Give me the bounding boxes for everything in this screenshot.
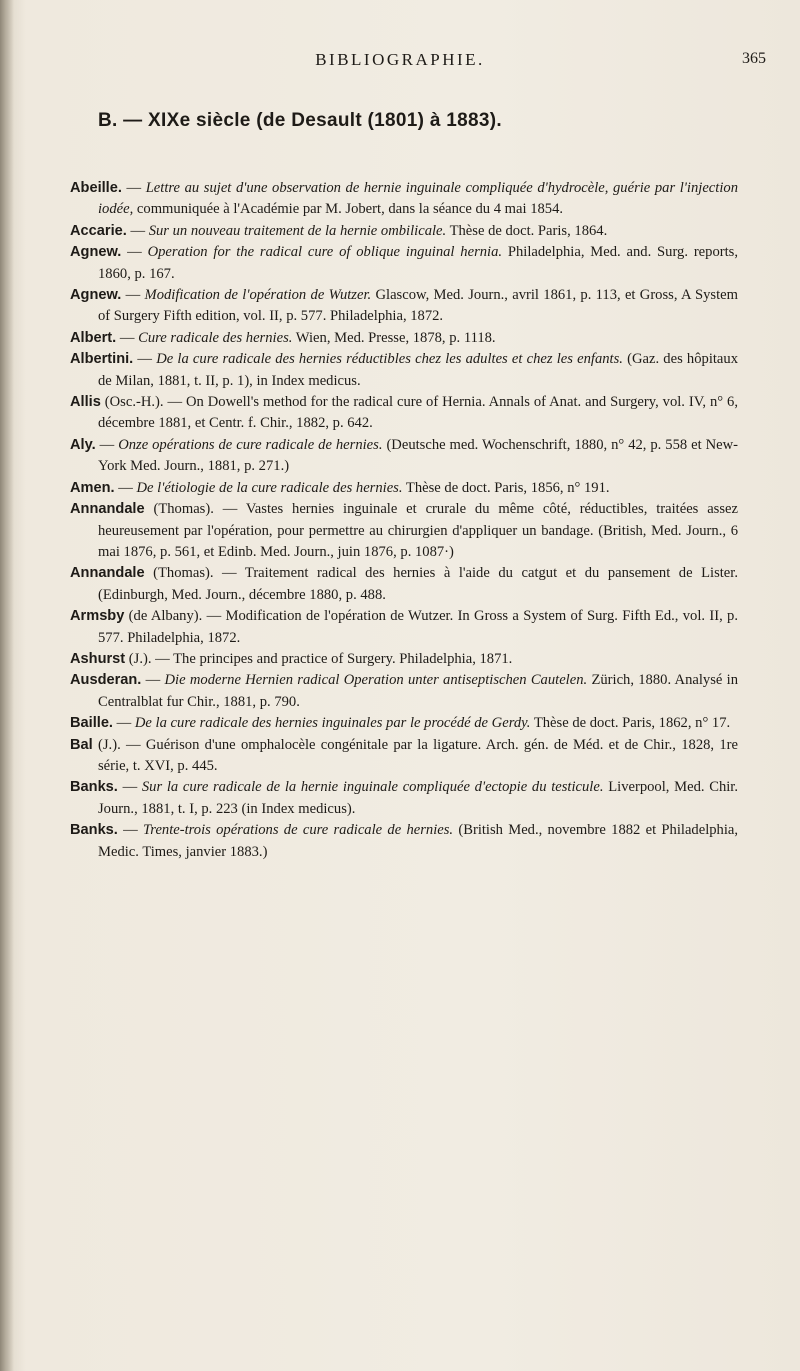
entry-title: Modification de l'opération de Wutzer. <box>144 287 372 304</box>
bibliography-entry: Albert. — Cure radicale des hernies. Wien, Med. Presse, 1878, p. 1118. <box>70 329 496 346</box>
entry-details: Thèse de doct. Paris, 1864. <box>449 222 608 239</box>
entry-author: Allis <box>70 394 101 411</box>
entry-details: (Thomas). — Vastes hernies inguinale et crurale du même côté, réductibles, traitées assez heureusement par l'opération, pour permettre au chirurgien d'appliquer un bandage. (British, Med. Journ., 6 mai 1876, p. 561, et Edinb. Med. Journ., juin 1876, p. 1087·) <box>98 501 738 560</box>
entry-author: Albert. <box>70 329 117 346</box>
bibliography-entry: Amen. — De l'étiologie de la cure radicale des hernies. Thèse de doct. Paris, 1856, n° 191. <box>70 479 610 496</box>
entry-details: (J.). — The principes and practice of Surgery. Philadelphia, 1871. <box>128 650 513 667</box>
bibliography-entry: Baille. — De la cure radicale des hernies inguinales par le procédé de Gerdy. Thèse de doct. Paris, 1862, n° 17. <box>70 715 731 732</box>
binding-gutter <box>0 0 14 1371</box>
entry-details: Glascow, Med. Journ., avril 1861, p. 113, et Gross, A System of Surgery Fifth edition, vol. II, p. 577. Philadelphia, 1872. <box>98 287 738 325</box>
entry-title: De la cure radicale des hernies réductibles chez les adultes et chez les enfants. <box>156 351 623 368</box>
entry-author: Bal <box>70 736 93 753</box>
entry-title: De la cure radicale des hernies inguinales par le procédé de Gerdy. <box>134 715 531 732</box>
entry-details: communiquée à l'Académie par M. Jobert, dans la séance du 4 mai 1854. <box>136 201 564 218</box>
entry-title: Die moderne Hernien radical Operation unter antiseptischen Cautelen. <box>164 672 588 689</box>
entry-details: (Osc.-H.). — On Dowell's method for the radical cure of Hernia. Annals of Anat. and Surgery, vol. IV, n° 6, décembre 1881, et Centr. f. Chir., 1882, p. 642. <box>98 394 738 432</box>
entry-details: (Deutsche med. Wochenschrift, 1880, n° 42, p. 558 et New-York Med. Journ., 1881, p. 271.) <box>98 436 739 475</box>
entry-details: (J.). — Guérison d'une omphalocèle congénitale par la ligature. Arch. gén. de Méd. et de Chir., 1828, 1re série, t. XVI, p. 445. <box>98 736 739 774</box>
entry-details: Liverpool, Med. Chir. Journ., 1881, t. I, p. 223 (in Index medicus). <box>98 779 739 817</box>
entry-title: Onze opérations de cure radicale de hernies. <box>118 436 383 453</box>
entry-author: Accarie. <box>70 222 127 239</box>
entry-author: Abeille. <box>70 180 122 196</box>
bibliography-entry: Accarie. — Sur un nouveau traitement de la hernie ombilicale. Thèse de doct. Paris, 1864. <box>70 222 608 239</box>
entry-author: Aly. <box>70 436 96 453</box>
entry-details: (Thomas). — Traitement radical des hernies à l'aide du catgut et du pansement de Lister. (Edinburgh, Med. Journ., décembre 1880, p. 488. <box>98 565 738 603</box>
bibliography-entry: Abeille. — Lettre au sujet d'une observation de hernie inguinale compliquée d'hydrocèle, guérie par l'injection iodée, communiquée à l'Académie par M. Jobert, dans la séance du 4 mai 1854. <box>70 180 738 218</box>
bibliography-entry: Albertini. — De la cure radicale des hernies réductibles chez les adultes et chez les enfants. (Gaz. des hôpitaux de Milan, 1881, t. II, p. 1), in Index medicus. <box>70 351 739 389</box>
bibliography-entry <box>70 735 738 778</box>
entry-author: Agnew. <box>70 244 122 261</box>
bibliography-entry: Agnew. — Operation for the radical cure of oblique inguinal hernia. Philadelphia, Med. and. Surg. reports, 1860, p. 167. <box>70 244 738 282</box>
entry-title: Cure radicale des hernies. <box>138 329 293 346</box>
entry-details: (Gaz. des hôpitaux de Milan, 1881, t. II, p. 1), in Index medicus. <box>98 351 739 389</box>
running-head <box>0 50 800 74</box>
entry-author: Annandale <box>70 501 145 518</box>
bibliography-entry: Ausderan. — Die moderne Hernien radical Operation unter antiseptischen Cautelen. Zürich, 1880. Analysé in Centralblat fur Chir., 1881, p. 790. <box>70 672 739 710</box>
entry-title: Trente-trois opérations de cure radicale de hernies. <box>143 822 454 839</box>
bibliography-entry <box>70 392 738 435</box>
bibliography-entry <box>70 606 738 649</box>
entry-title: Sur la cure radicale de la hernie inguinale compliquée d'ectopie du testicule. <box>141 779 604 796</box>
entry-author: Banks. <box>70 779 118 796</box>
entry-title: Sur un nouveau traitement de la hernie ombilicale. <box>148 222 447 239</box>
bibliography-entry: Banks. — Trente-trois opérations de cure radicale de hernies. (British Med., novembre 1882 et Philadelphia, Medic. Times, janvier 1883.) <box>70 822 739 860</box>
entry-author: Ashurst <box>70 650 126 667</box>
bibliography-entry: Agnew. — Modification de l'opération de Wutzer. Glascow, Med. Journ., avril 1861, p. 113, et Gross, A System of Surgery Fifth edition, vol. II, p. 577. Philadelphia, 1872. <box>70 287 738 325</box>
entry-title: Operation for the radical cure of oblique inguinal hernia. <box>147 244 503 261</box>
entry-details: Zürich, 1880. Analysé in Centralblat fur Chir., 1881, p. 790. <box>98 672 739 710</box>
entry-title: De l'étiologie de la cure radicale des hernies. <box>136 479 403 496</box>
entry-author: Banks. <box>70 822 118 839</box>
bibliography-entry <box>70 499 738 563</box>
entry-details: Wien, Med. Presse, 1878, p. 1118. <box>295 329 496 346</box>
entry-author: Ausderan. <box>70 672 142 689</box>
bibliography-entry: Banks. — Sur la cure radicale de la hernie inguinale compliquée d'ectopie du testicule. Liverpool, Med. Chir. Journ., 1881, t. I, p. 223 (in Index medicus). <box>70 779 739 817</box>
running-title: BIBLIOGRAPHIE. <box>315 50 485 69</box>
entry-author: Albertini. <box>70 351 134 368</box>
entry-author: Annandale <box>70 565 145 582</box>
section-heading: B. — XIXe siècle (de Desault (1801) à 1883). <box>98 110 502 131</box>
entry-author: Amen. <box>70 479 115 496</box>
bibliography-list <box>70 178 738 863</box>
entry-author: Baille. <box>70 715 113 732</box>
page-number: 365 <box>742 50 766 67</box>
bibliography-entry <box>70 563 738 606</box>
entry-title: Lettre au sujet d'une observation de hernie inguinale compliquée d'hydrocèle, guérie par l'injection iodée, <box>98 180 738 218</box>
entry-details: Philadelphia, Med. and. Surg. reports, 1860, p. 167. <box>98 244 738 282</box>
entry-author: Armsby <box>70 608 125 625</box>
entry-details: (de Albany). — Modification de l'opération de Wutzer. In Gross a System of Surg. Fifth Ed., vol. II, p. 577. Philadelphia, 1872. <box>98 608 738 646</box>
entry-details: Thèse de doct. Paris, 1862, n° 17. <box>533 715 731 732</box>
bibliography-entry: Aly. — Onze opérations de cure radicale de hernies. (Deutsche med. Wochenschrift, 1880, n° 42, p. 558 et New-York Med. Journ., 1881, p. 271.) <box>70 436 739 475</box>
entry-author: Agnew. <box>70 287 122 304</box>
bibliography-entry <box>70 649 738 670</box>
entry-details: Thèse de doct. Paris, 1856, n° 191. <box>405 479 610 496</box>
entry-details: (British Med., novembre 1882 et Philadelphia, Medic. Times, janvier 1883.) <box>98 822 739 860</box>
